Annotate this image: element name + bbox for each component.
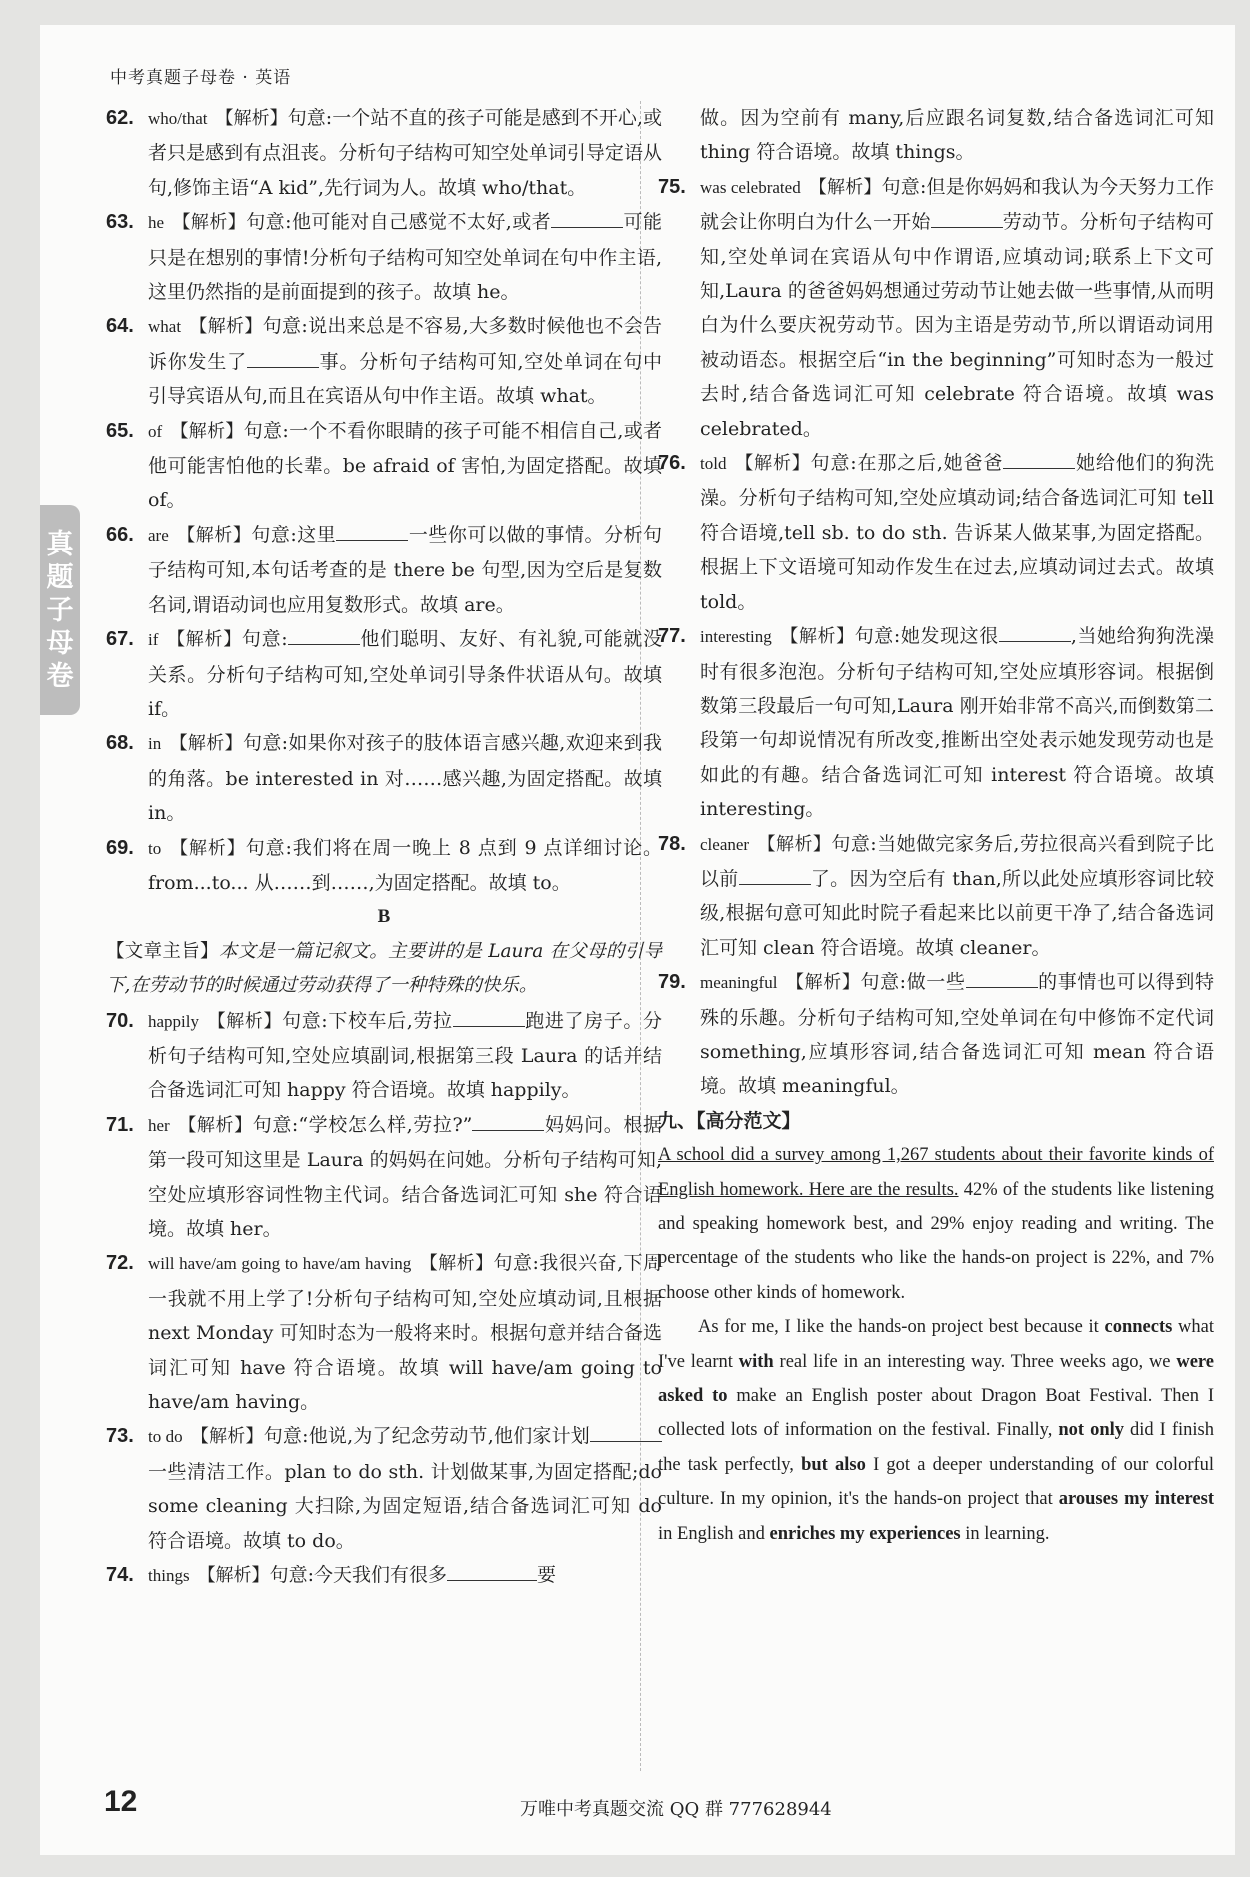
- answer-item-72: [106, 1246, 662, 1419]
- item-answer: to do: [148, 1427, 183, 1447]
- answer-item-70: [106, 1004, 662, 1108]
- analysis-tag: 【解析】: [779, 626, 855, 648]
- essay-text: As for me, I like the hands-on project best because it: [698, 1317, 1099, 1338]
- analysis-tag: 【解析】: [170, 420, 244, 442]
- analysis-tag: 【解析】: [215, 108, 288, 129]
- item-number: 65.: [106, 419, 134, 442]
- side-tab-char: 卷: [46, 660, 74, 692]
- answer-item-66: [106, 518, 662, 622]
- item-number: 69.: [106, 836, 134, 859]
- answer-item-62: [106, 101, 662, 205]
- fill-blank: [590, 1419, 662, 1442]
- item-answer: in: [148, 734, 162, 754]
- analysis-tag: 【解析】: [757, 833, 832, 855]
- analysis-tag: 【解析】: [177, 1114, 253, 1136]
- essay-highlight: enriches my experiences: [769, 1523, 961, 1544]
- item-number: 66.: [106, 523, 134, 546]
- analysis-tag: 【解析】: [176, 524, 252, 546]
- item-text: 一些你可以做的事情。分析句子结构可知,本句话考查的是 there be 句型,因为空后是复数名词,谓语动词也应用复数形式。故填 are。: [148, 523, 663, 616]
- item-text: 句意:一个不看你眼睛的孩子可能不相信自己,或者他可能害怕他的长辈。be afraid of 害怕,为固定搭配。故填 of。: [148, 419, 663, 512]
- essay-text: what I've learnt: [658, 1317, 1215, 1372]
- answer-item-75: [658, 170, 1214, 446]
- item-text: 句意:当她做完家务后,劳拉很高兴看到院子比以前: [700, 832, 1214, 890]
- fill-blank: [999, 619, 1071, 642]
- section-nine-heading: 九、【高分范文】: [658, 1109, 801, 1132]
- analysis-tag: 【解析】: [197, 1565, 270, 1587]
- essay-text: did I finish the task perfectly,: [658, 1420, 1214, 1475]
- item-text: 句意:他可能对自己感觉不太好,或者: [246, 211, 552, 234]
- essay-text: I got a deeper understanding of our colorful culture. In my opinion, it's the hands-on project that: [658, 1454, 1215, 1510]
- item-text: 她给他们的狗洗澡。分析句子结构可知,空处应填动词;结合备选词汇可知 tell 符合语境,tell sb. to do sth. 告诉某人做某事,为固定搭配。根据上下文语境可知动作发生在过去,应填动词过去式。故填 told。: [700, 452, 1214, 613]
- item-number: 78.: [658, 832, 686, 855]
- essay-text: in learning.: [965, 1523, 1050, 1544]
- item-answer: to: [148, 838, 162, 858]
- item-answer: was celebrated: [700, 177, 801, 197]
- item-number: 62.: [106, 107, 134, 129]
- item-number: 73.: [106, 1425, 134, 1448]
- analysis-tag: 【解析】: [808, 176, 882, 198]
- item-number: 68.: [106, 732, 134, 755]
- essay-paragraph-2: [658, 1310, 1214, 1551]
- essay-text: 42% of the students like listening and speaking homework best, and 29% enjoy reading and writing. The percentage of the students who like the hands-on project is 22%, and 7% choose other kinds of homework.: [658, 1179, 1214, 1303]
- answer-item-67: [106, 622, 662, 726]
- essay-highlight: arouses my interest: [1058, 1489, 1214, 1510]
- answer-item-65: [106, 414, 662, 518]
- item-answer: happily: [148, 1011, 199, 1031]
- item-answer: cleaner: [700, 834, 750, 854]
- right-column: [658, 101, 1214, 1551]
- analysis-tag: 【解析】: [207, 1010, 283, 1032]
- item-text: 跑进了房子。分析句子结构可知,空处应填副词,根据第三段 Laura 的话并结合备选词汇可知 happy 符合语境。故填 happily。: [148, 1009, 662, 1102]
- fill-blank: [739, 862, 811, 885]
- item-answer: what: [148, 317, 182, 337]
- essay-highlight: were asked to: [658, 1351, 1215, 1407]
- essay-highlight: but also: [801, 1454, 866, 1475]
- item-text: 句意:做一些: [860, 971, 966, 994]
- answer-item-77: [658, 619, 1214, 826]
- item-answer: told: [700, 454, 727, 474]
- item-answer: if: [148, 630, 159, 650]
- item-number: 70.: [106, 1009, 134, 1032]
- fill-blank: [453, 1004, 525, 1027]
- fill-blank: [247, 345, 319, 368]
- fill-blank: [472, 1108, 544, 1131]
- essay-highlight: with: [738, 1351, 774, 1372]
- essay-paragraph-1: [658, 1138, 1214, 1310]
- item-text: 他们聪明、友好、有礼貌,可能就没关系。分析句子结构可知,空处单词引导条件状语从句。故填 if。: [148, 628, 662, 720]
- fill-blank: [447, 1558, 537, 1581]
- item-text: 句意:“学校怎么样,劳拉?”: [252, 1113, 473, 1136]
- item-text: 的事情也可以得到特殊的乐趣。分析句子结构可知,空处单词在句中修饰不定代词 something,应填形容词,结合备选词汇可知 mean 符合语境。故填 meaningful。: [700, 971, 1215, 1098]
- answer-item-74: [106, 1558, 662, 1593]
- summary-tag: 【文章主旨】: [106, 940, 219, 962]
- fill-blank: [931, 205, 1003, 228]
- item-text: 句意:一个站不直的孩子可能是感到不开心,或者只是感到有点沮丧。分析句子结构可知空处单词引导定语从句,修饰主语“A kid”,先行词为人。故填 who/that。: [148, 107, 662, 199]
- side-tab-char: 子: [46, 594, 74, 626]
- page-number: 12: [104, 1785, 138, 1818]
- side-tab-char: 题: [46, 561, 74, 593]
- answer-item-71: [106, 1108, 662, 1247]
- item-text: 句意:在那之后,她爸爸: [810, 452, 1004, 475]
- essay-highlight: not only: [1058, 1420, 1124, 1441]
- essay-highlight: connects: [1104, 1317, 1173, 1338]
- analysis-tag: 【解析】: [169, 733, 243, 755]
- item-text: 句意:我很兴奋,下周一我就不用上学了!分析句子结构可知,空处应填动词,且根据 next Monday 可知时态为一般将来时。根据句意并结合备选词汇可知 have 符合语境。故填 will have/am going to have/am having。: [148, 1252, 662, 1414]
- side-tab-char: 真: [46, 528, 74, 560]
- item-text: 句意:他说,为了纪念劳动节,他们家计划: [263, 1425, 591, 1448]
- item-text: 句意:她发现这很: [854, 625, 999, 648]
- analysis-tag: 【解析】: [190, 1426, 264, 1448]
- item-number: 67.: [106, 628, 134, 651]
- answer-item-74-continued: 做。因为空前有 many,后应跟名词复数,结合备选词汇可知 thing 符合语境。故填 things。: [700, 107, 1214, 164]
- item-text: 可能只是在想别的事情!分析句子结构可知空处单词在句中作主语,这里仍然指的是前面提到的孩子。故填 he。: [148, 211, 662, 304]
- item-text: 了。因为空后有 than,所以此处应填形容词比较级,根据句意可知此时院子看起来比以前更干净了,结合备选词汇可知 clean 符合语境。故填 cleaner。: [700, 867, 1214, 959]
- item-answer: her: [148, 1115, 170, 1135]
- essay-text: make an English poster about Dragon Boat Festival. Then I collected lots of information on the festival. Finally,: [658, 1386, 1214, 1441]
- analysis-tag: 【解析】: [169, 837, 246, 859]
- item-answer: meaningful: [700, 973, 778, 993]
- answer-item-69: [106, 831, 662, 901]
- analysis-tag: 【解析】: [785, 972, 861, 994]
- fill-blank: [966, 965, 1038, 988]
- essay-text: real life in an interesting way. Three weeks ago, we: [779, 1351, 1171, 1372]
- item-answer: who/that: [148, 109, 208, 128]
- item-text: 劳动节。分析句子结构可知,空处单词在宾语从句中作谓语,应填动词;联系上下文可知,Laura 的爸爸妈妈想通过劳动节让她去做一些事情,从而明白为什么要庆祝劳动节。因为主语是劳动节,所以谓语动词用被动语态。根据空后“in the beginning”可知时态为一般过去时,结合备选词汇可知 celebrate 符合语境。故填 was celebrated。: [700, 211, 1214, 440]
- answer-item-64: [106, 309, 662, 413]
- item-number: 64.: [106, 315, 134, 338]
- item-number: 79.: [658, 971, 686, 994]
- item-text: ,当她给狗狗洗澡时有很多泡泡。分析句子结构可知,空处应填形容词。根据倒数第三段最后一句可知,Laura 刚开始非常不高兴,而倒数第二段第一句却说情况有所改变,推断出空处表示她发现劳动也是如此的有趣。结合备选词汇可知 interest 符合语境。故填 interesting。: [700, 625, 1215, 821]
- item-text: 句意:我们将在周一晚上 8 点到 9 点详细讨论。from...to... 从……到……,为固定搭配。故填 to。: [148, 836, 662, 894]
- item-text: 要: [536, 1564, 556, 1587]
- item-text: 句意:说出来总是不容易,大多数时候他也不会告诉你发生了: [148, 315, 662, 373]
- answer-item-68: [106, 726, 662, 830]
- item-answer: interesting: [700, 627, 772, 647]
- analysis-tag: 【解析】: [172, 212, 247, 234]
- left-column: [106, 101, 662, 1593]
- item-number: 76.: [658, 452, 686, 475]
- analysis-tag: 【解析】: [189, 316, 263, 338]
- fill-blank: [288, 622, 360, 645]
- fill-blank: [1003, 446, 1075, 469]
- item-text: 句意:下校车后,劳拉: [282, 1009, 453, 1032]
- essay-underlined-intro: A school did a survey among 1,267 students about their favorite kinds of English homework. Here are the results.: [658, 1145, 1214, 1200]
- side-tab: [40, 505, 80, 715]
- item-text: 一些清洁工作。plan to do sth. 计划做某事,为固定搭配;do some cleaning 大扫除,为固定短语,结合备选词汇可知 do 符合语境。故填 to do。: [148, 1460, 662, 1552]
- item-number: 75.: [658, 175, 686, 198]
- answer-item-63: [106, 205, 662, 309]
- item-number: 74.: [106, 1564, 134, 1587]
- item-text: 妈妈问。根据第一段可知这里是 Laura 的妈妈在问她。分析句子结构可知,空处应填形容词性物主代词。结合备选词汇可知 she 符合语境。故填 her。: [148, 1113, 662, 1240]
- item-text: 句意:但是你妈妈和我认为今天努力工作就会让你明白为什么一开始: [700, 175, 1214, 234]
- section-b-heading: B: [377, 906, 391, 928]
- item-text: 事。分析句子结构可知,空处单词在句中引导宾语从句,而且在宾语从句中作主语。故填 what。: [148, 350, 662, 408]
- footer-text: 万唯中考真题交流 QQ 群 777628944: [520, 1799, 832, 1820]
- item-answer: he: [148, 213, 165, 233]
- item-text: 句意:: [241, 628, 288, 651]
- item-number: 63.: [106, 211, 134, 234]
- header-title: 中考真题子母卷 · 英语: [110, 68, 292, 88]
- analysis-tag: 【解析】: [166, 629, 242, 651]
- item-answer: of: [148, 421, 163, 441]
- answer-item-78: [658, 827, 1214, 966]
- item-text: 句意:今天我们有很多: [269, 1564, 447, 1587]
- answer-item-73: [106, 1419, 662, 1558]
- item-number: 71.: [106, 1113, 134, 1136]
- item-answer: things: [148, 1566, 190, 1586]
- analysis-tag: 【解析】: [734, 453, 811, 475]
- page: [40, 25, 1235, 1855]
- analysis-tag: 【解析】: [419, 1253, 494, 1275]
- item-text: 句意:这里: [251, 523, 337, 546]
- side-tab-char: 母: [46, 627, 74, 659]
- essay-text: in English and: [658, 1523, 765, 1544]
- article-summary: [106, 935, 662, 1004]
- fill-blank: [336, 518, 408, 541]
- item-number: 72.: [106, 1252, 134, 1275]
- item-number: 77.: [658, 625, 686, 648]
- summary-text: 本文是一篇记叙文。主要讲的是 Laura 在父母的引导下,在劳动节的时候通过劳动获得了一种特殊的快乐。: [106, 940, 662, 997]
- item-answer: are: [148, 525, 169, 545]
- answer-item-79: [658, 965, 1214, 1104]
- answer-item-76: [658, 446, 1214, 619]
- item-text: 句意:如果你对孩子的肢体语言感兴趣,欢迎来到我的角落。be interested in 对……感兴趣,为固定搭配。故填 in。: [148, 732, 662, 825]
- fill-blank: [551, 205, 623, 228]
- item-answer: will have/am going to have/am having: [148, 1254, 412, 1274]
